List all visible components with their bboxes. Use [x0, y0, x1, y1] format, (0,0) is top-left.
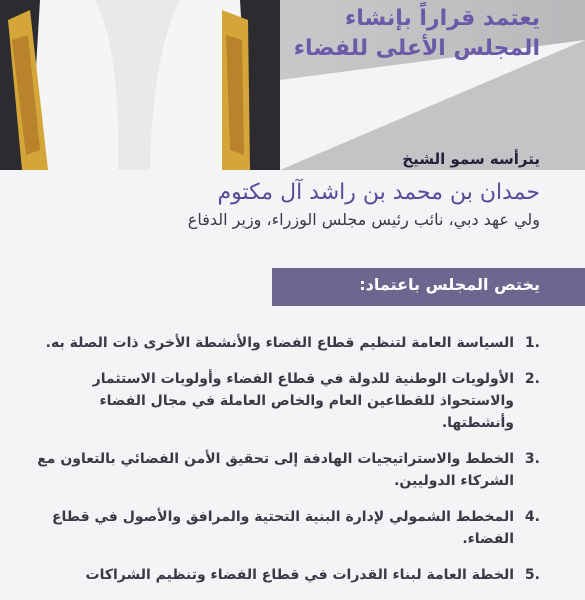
list-item: [30, 564, 540, 586]
list-item: [30, 368, 540, 434]
portrait-image: [0, 0, 280, 170]
headline: [270, 4, 540, 64]
item-number: .5: [524, 567, 540, 583]
list-item: [30, 448, 540, 492]
chair-lead: يترأسه سمو الشيخ: [402, 150, 540, 168]
banner-label: يختص المجلس باعتماد:: [359, 275, 540, 294]
duties-list: [30, 332, 540, 600]
chair-name: حمدان بن محمد بن راشد آل مكتوم: [217, 180, 540, 205]
headline-line-1: يعتمد قراراً بإنشاء: [345, 6, 540, 31]
list-item: [30, 332, 540, 354]
item-text: الخطط والاستراتيجيات الهادفة إلى تحقيق الأمن الفضائي بالتعاون مع الشركاء الدوليين.: [37, 451, 514, 489]
item-text: السياسة العامة لتنظيم قطاع الفضاء والأنشطة الأخرى ذات الصلة به.: [45, 335, 514, 351]
item-number: .3: [524, 451, 540, 467]
list-item: [30, 506, 540, 550]
item-text: الخطة العامة لبناء القدرات في قطاع الفضاء وتنظيم الشراكات: [85, 567, 514, 583]
item-number: .2: [524, 371, 540, 387]
chair-section: [20, 150, 540, 232]
item-number: .1: [524, 335, 540, 351]
item-text: المخطط الشمولي لإدارة البنية التحتية والمرافق والأصول في قطاع الفضاء.: [51, 509, 514, 547]
chair-role: ولي عهد دبي، نائب رئيس مجلس الوزراء، وزير الدفاع: [187, 210, 540, 229]
section-banner: [272, 268, 585, 306]
headline-line-2: المجلس الأعلى للفضاء: [293, 36, 540, 61]
item-text: الأولويات الوطنية للدولة في قطاع الفضاء وأولويات الاستثمار والاستحواذ للقطاعين العام والخاص العاملة في مجال الفضاء وأنشطتها.: [92, 371, 514, 431]
item-number: .4: [524, 509, 540, 525]
